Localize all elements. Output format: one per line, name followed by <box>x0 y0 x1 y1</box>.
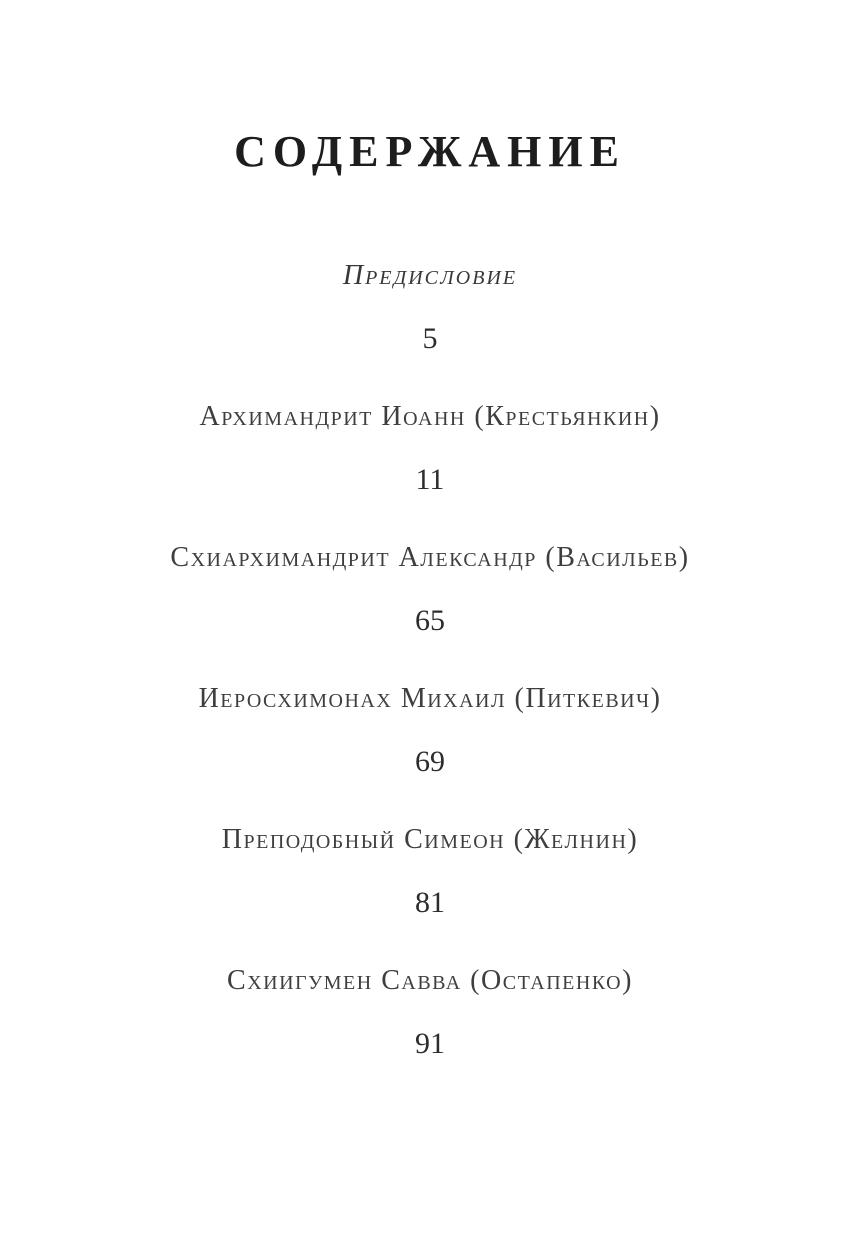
toc-entry-label: Преподобный Симеон (Желнин) <box>221 824 639 855</box>
page-title: СОДЕРЖАНИЕ <box>234 127 626 176</box>
toc-entry-label: Схиигумен Савва (Остапенко) <box>227 965 633 996</box>
toc-entry <box>0 403 860 495</box>
toc-entry <box>0 544 860 636</box>
toc-entry-page-number: 5 <box>422 322 438 355</box>
toc-entry-page-number: 65 <box>415 604 445 637</box>
toc-entry-label: Предисловие <box>342 260 518 291</box>
toc-entry-label: Схиархимандрит Александр (Васильев) <box>170 542 690 573</box>
toc-entry-page-number: 69 <box>415 745 445 778</box>
toc-entry-page-number: 91 <box>415 1027 445 1060</box>
toc-list <box>0 262 860 1059</box>
toc-entry <box>0 967 860 1059</box>
toc-entry-label: Архимандрит Иоанн (Крестьянкин) <box>199 401 661 432</box>
toc-entry-page-number: 81 <box>415 886 445 919</box>
toc-entry <box>0 826 860 918</box>
toc-entry <box>0 262 860 354</box>
toc-entry-page-number: 11 <box>415 463 445 496</box>
toc-entry-label: Иеросхимонах Михаил (Питкевич) <box>198 683 662 714</box>
toc-entry <box>0 685 860 777</box>
